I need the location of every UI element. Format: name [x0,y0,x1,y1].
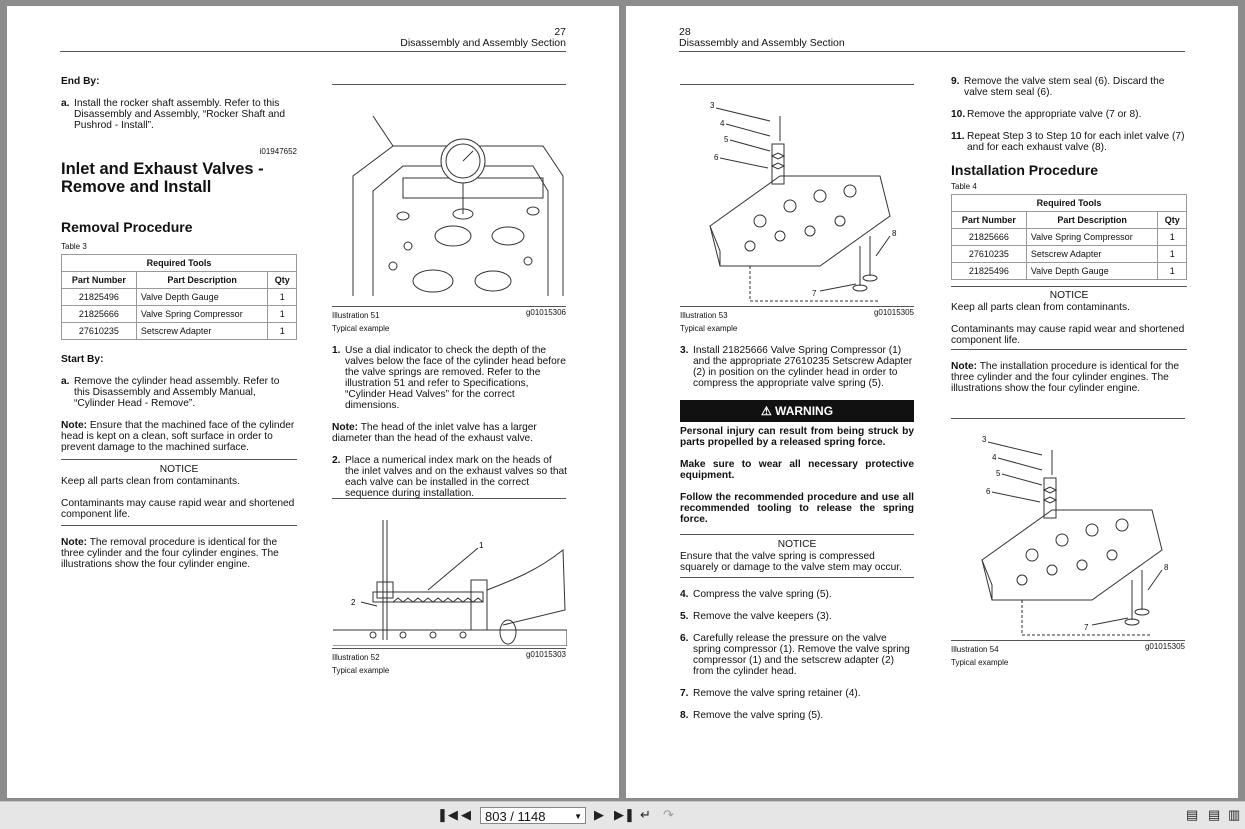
illustration-code: g01015305 [1144,642,1185,651]
step-11 [951,131,1187,153]
next-page-icon[interactable]: ▶ [594,807,604,822]
table-header: Part Description [136,272,268,289]
illustration-label: Illustration 54 [951,645,999,654]
step-text: Use a dial indicator to check the depth of the valves below the face of the cylinder head before the valve springs are removed. Refer to the illustration 51 and refer to Specifications, “Cylinder Head Valves” for the correct dimensions. [345,345,566,411]
divider [680,84,914,85]
step-10 [951,109,1187,120]
note-text: Ensure that the machined face of the cylinder head is kept on a clean, soft surface in order to prevent damage to the machined surface. [61,420,295,453]
page-header [679,27,1185,52]
step-text: Carefully release the pressure on the valve spring compressor (1). Remove the valve spring compressor (1) and the setscrew adapter (2) from the cylinder head. [693,633,910,677]
page-indicator: 803 / 1148 [485,809,546,824]
table-cell: 1 [1158,229,1187,246]
page-header [60,27,566,52]
note-paragraph [951,361,1187,394]
table-cell: 27610235 [62,323,137,340]
end-by-heading: End By: [61,76,100,87]
spring-compressor-drawing [333,510,567,646]
note-label: Note: [951,361,978,372]
table-cell: 27610235 [952,246,1027,263]
table-label: Table 4 [951,182,977,191]
illustration-code: g01015305 [873,308,914,317]
callout-6: 6 [986,487,991,496]
illustration-53-caption [680,308,914,334]
note-label: Note: [61,420,88,431]
table-cell: 21825666 [62,306,137,323]
callout-6: 6 [714,153,719,162]
table-cell: Valve Spring Compressor [136,306,268,323]
illustration-label: Illustration 53 [680,311,728,320]
step-text: Remove the valve spring (5). [693,710,824,721]
notice-title: NOTICE [159,464,199,475]
step-text: Install the rocker shaft assembly. Refer to this Disassembly and Assembly, “Rocker Shaft and Pushrod - Install”. [74,98,286,131]
note-label: Note: [61,537,88,548]
table-cell: 1 [1158,246,1187,263]
illustration-54 [952,430,1186,638]
callout-2: 2 [351,598,356,607]
cylinder-head-exploded-drawing [952,430,1186,638]
step-6 [680,633,914,677]
divider [332,84,566,85]
end-by-step [61,98,297,131]
divider [951,640,1185,641]
step-number: 6. [680,633,689,644]
table-cell: 21825666 [952,229,1027,246]
warning-text: Personal injury can result from being struck by parts propelled by a released spring force. [680,426,914,448]
step-text: Remove the cylinder head assembly. Refer to this Disassembly and Assembly Manual, “Cylinder Head - Remove”. [74,376,280,409]
single-page-icon[interactable]: ▤ [1186,807,1199,822]
notice-text: Contaminants may cause rapid wear and shortened component life. [61,498,295,520]
step-number: 5. [680,611,689,622]
callout-5: 5 [996,469,1001,478]
facing-pages-icon[interactable]: ▥ [1228,807,1241,822]
notice-title: NOTICE [1049,290,1089,301]
step-1 [332,345,568,411]
table-header: Part Number [952,212,1027,229]
divider [332,306,566,307]
callout-4: 4 [720,119,725,128]
forward-view-icon[interactable]: ↷ [663,807,674,822]
step-text: Remove the valve stem seal (6). Discard the valve stem seal (6). [964,76,1165,98]
step-number: 10. [951,109,966,120]
step-label: a. [61,98,70,109]
viewer-toolbar [0,801,1245,829]
removal-heading: Removal Procedure [61,219,193,235]
illustration-54-caption [951,642,1185,668]
step-label: a. [61,376,70,387]
table-cell: Valve Depth Gauge [1026,263,1158,280]
installation-heading: Installation Procedure [951,162,1099,178]
table-row [952,246,1187,263]
dial-indicator-drawing [333,96,567,304]
callout-8: 8 [892,229,897,238]
required-tools-table [61,254,297,340]
step-text: Remove the valve spring retainer (4). [693,688,861,699]
table-header: Part Description [1026,212,1158,229]
right-column-2 [951,76,1187,394]
notice-box [951,286,1187,350]
table-row [62,306,297,323]
illustration-51 [333,96,567,304]
section-title: Disassembly and Assembly Section [400,37,566,49]
page-number: 27 [554,26,566,38]
callout-3: 3 [982,435,987,444]
table-row [952,229,1187,246]
back-view-icon[interactable]: ↵ [640,807,651,822]
left-column-2 [332,345,568,499]
illustration-51-caption [332,308,566,334]
divider [332,648,566,649]
table-label: Table 3 [61,242,87,251]
table-cell: 1 [268,323,297,340]
table-header: Qty [268,272,297,289]
note-paragraph [61,537,297,570]
illustration-label: Illustration 51 [332,311,380,320]
illustration-caption: Typical example [332,666,390,675]
table-cell: 1 [268,289,297,306]
section-heading-line1: Inlet and Exhaust Valves - [61,160,264,178]
warning-text: Follow the recommended procedure and use all recommended tooling to release the spring force. [680,492,914,525]
step-number: 4. [680,589,689,600]
cylinder-head-exploded-drawing [680,96,914,304]
step-4 [680,589,914,600]
step-number: 7. [680,688,689,699]
step-text: Compress the valve spring (5). [693,589,832,600]
notice-text: Ensure that the valve spring is compressed squarely or damage to the valve stem may occur. [680,551,902,573]
table-cell: 21825496 [62,289,137,306]
table-cell: 21825496 [952,263,1027,280]
note-text: The removal procedure is identical for the three cylinder and the four cylinder engines. The illustrations show the four cylinder engine. [61,537,279,570]
step-text: Remove the valve keepers (3). [693,611,832,622]
ref-id: i01947652 [259,147,297,156]
callout-4: 4 [992,453,997,462]
notice-box [680,534,914,578]
section-heading-line2: Remove and Install [61,178,212,196]
illustration-53 [680,96,914,304]
illustration-52-caption [332,650,566,676]
illustration-code: g01015306 [525,308,566,317]
notice-box [61,459,297,526]
step-text: Repeat Step 3 to Step 10 for each inlet valve (7) and for each exhaust valve (8). [967,131,1185,153]
notice-text: Contaminants may cause rapid wear and shortened component life. [951,324,1185,346]
document-page-right [626,6,1238,798]
step-number: 9. [951,76,960,87]
continuous-icon[interactable]: ▤ [1208,807,1221,822]
step-9 [951,76,1187,98]
step-3 [680,345,914,389]
step-number: 1. [332,345,341,356]
prev-page-icon[interactable]: ◀ [461,807,471,822]
table-row [62,289,297,306]
document-page-left [7,6,619,798]
section-title: Disassembly and Assembly Section [679,37,845,49]
table-caption: Required Tools [62,255,297,272]
divider [332,498,566,499]
table-cell: Valve Spring Compressor [1026,229,1158,246]
table-header: Part Number [62,272,137,289]
last-page-icon[interactable]: ▶❚ [614,807,635,822]
step-number: 3. [680,345,689,356]
note-label: Note: [332,422,359,433]
callout-7: 7 [1084,623,1089,632]
step-8 [680,710,914,721]
table-cell: Setscrew Adapter [136,323,268,340]
callout-1: 1 [479,541,484,550]
table-cell: 1 [268,306,297,323]
table-row [62,323,297,340]
start-by-step [61,376,297,409]
table-row [952,263,1187,280]
start-by-heading: Start By: [61,354,104,365]
step-text: Remove the appropriate valve (7 or 8). [967,109,1142,120]
warning-icon: ⚠ [760,404,772,418]
note-paragraph [332,422,568,444]
illustration-caption: Typical example [951,658,1009,667]
notice-text: Keep all parts clean from contaminants. [61,476,240,487]
step-7 [680,688,914,699]
left-column-1 [61,76,297,570]
required-tools-table [951,194,1187,280]
warning-title: WARNING [775,404,834,418]
callout-7: 7 [812,289,817,298]
note-text: The head of the inlet valve has a larger diameter than the head of the exhaust valve. [332,422,537,444]
page-number-input[interactable] [480,807,586,824]
divider [680,306,914,307]
step-2 [332,455,568,499]
first-page-icon[interactable]: ❚◀ [437,807,458,822]
note-text: The installation procedure is identical for the three cylinder and the four cylinder engines. The illustrations show the four cylinder engine. [951,361,1180,394]
callout-5: 5 [724,135,729,144]
illustration-code: g01015303 [525,650,566,659]
notice-title: NOTICE [777,539,817,550]
table-cell: Valve Depth Gauge [136,289,268,306]
chevron-down-icon[interactable]: ▼ [574,812,582,821]
step-5 [680,611,914,622]
callout-8: 8 [1164,563,1169,572]
step-number: 8. [680,710,689,721]
step-number: 2. [332,455,341,466]
notice-text: Keep all parts clean from contaminants. [951,302,1130,313]
right-column-1 [680,345,914,721]
illustration-caption: Typical example [332,324,390,333]
table-caption: Required Tools [952,195,1187,212]
section-heading [61,160,297,196]
warning-text: Make sure to wear all necessary protective equipment. [680,459,914,481]
table-cell: Setscrew Adapter [1026,246,1158,263]
note-paragraph [61,420,297,453]
divider [951,418,1185,419]
warning-banner [680,400,914,422]
illustration-label: Illustration 52 [332,653,380,662]
illustration-52 [333,510,567,646]
callout-3: 3 [710,101,715,110]
step-text: Install 21825666 Valve Spring Compressor (1) and the appropriate 27610235 Setscrew Adapter (2) in position on the cylinder head in order to compress the appropriate valve spring (5). [693,345,913,389]
illustration-caption: Typical example [680,324,738,333]
table-header: Qty [1158,212,1187,229]
step-text: Place a numerical index mark on the heads of the inlet valves and on the exhaust valves so that each valve can be installed in the correct sequence during installation. [345,455,568,499]
page-number: 28 [679,26,691,38]
table-cell: 1 [1158,263,1187,280]
step-number: 11. [951,131,965,142]
